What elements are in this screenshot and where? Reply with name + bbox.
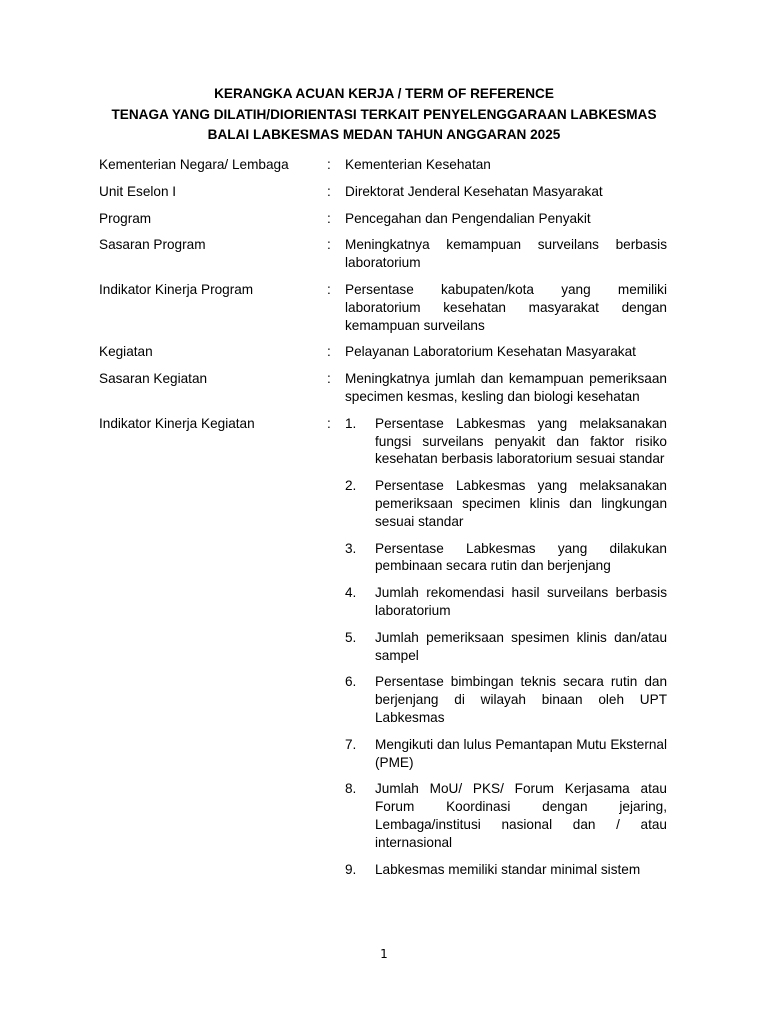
list-item: [345, 780, 667, 851]
list-item-text: Persentase Labkesmas yang melaksanakan pemeriksaan specimen klinis dan lingkungan sesuai standar: [375, 478, 667, 529]
row-label: Kegiatan: [99, 344, 153, 360]
list-item-number: 9.: [345, 861, 357, 877]
row-label: Sasaran Kegiatan: [99, 371, 208, 387]
row-value: Pelayanan Laboratorium Kesehatan Masyarakat: [345, 344, 636, 360]
row-kegiatan: [99, 343, 669, 361]
row-label: Unit Eselon I: [99, 183, 177, 199]
row-indikator-kegiatan: [99, 415, 669, 888]
list-item-number: 3.: [345, 540, 357, 556]
row-label: Indikator Kinerja Kegiatan: [99, 415, 255, 431]
row-separator: :: [327, 371, 331, 387]
document-title: [0, 84, 768, 146]
row-value: Direktorat Jenderal Kesehatan Masyarakat: [345, 183, 603, 199]
row-sasaran-program: [99, 236, 669, 272]
list-item: [345, 736, 667, 772]
list-item: [345, 584, 667, 620]
row-separator: :: [327, 237, 331, 253]
row-unit-eselon: [99, 183, 669, 201]
row-label: Sasaran Program: [99, 237, 206, 253]
list-item-number: 2.: [345, 478, 357, 494]
title-line-3: BALAI LABKESMAS MEDAN TAHUN ANGGARAN 2025: [207, 127, 561, 142]
list-item-text: Jumlah rekomendasi hasil surveilans berbasis laboratorium: [375, 585, 667, 618]
list-item: [345, 415, 667, 468]
row-value: Pencegahan dan Pengendalian Penyakit: [345, 210, 591, 226]
page-number: 1: [380, 947, 388, 961]
list-item-text: Persentase bimbingan teknis secara rutin dan berjenjang di wilayah binaan oleh UPT Labkesmas: [375, 674, 667, 725]
title-line-1: KERANGKA ACUAN KERJA / TERM OF REFERENCE: [214, 86, 554, 101]
list-item: [345, 629, 667, 665]
list-item: [345, 477, 667, 530]
row-value: Meningkatnya jumlah dan kemampuan pemeriksaan specimen kesmas, kesling dan biologi kesehatan: [345, 371, 667, 404]
list-item-text: Persentase Labkesmas yang dilakukan pembinaan secara rutin dan berjenjang: [375, 540, 667, 574]
row-indikator-program: [99, 281, 669, 334]
list-item-number: 4.: [345, 585, 357, 601]
row-sasaran-kegiatan: [99, 370, 669, 406]
row-program: [99, 210, 669, 228]
reference-table: [99, 156, 669, 896]
indikator-list: [345, 415, 667, 888]
row-separator: :: [327, 344, 331, 360]
list-item-number: 5.: [345, 629, 357, 645]
row-label: Kementerian Negara/ Lembaga: [99, 157, 289, 172]
row-kementerian: [99, 156, 669, 174]
list-item-text: Persentase Labkesmas yang melaksanakan fungsi surveilans penyakit dan faktor risiko kesehatan berbasis laboratorium sesuai standar: [375, 415, 667, 467]
list-item: [345, 540, 667, 576]
row-separator: :: [327, 157, 331, 172]
row-separator: :: [327, 281, 331, 297]
row-value: Persentase kabupaten/kota yang memiliki laboratorium kesehatan masyarakat dengan kemampuan surveilans: [345, 281, 667, 333]
list-item-number: 1.: [345, 415, 357, 431]
list-item-text: Jumlah pemeriksaan spesimen klinis dan/atau sampel: [375, 629, 667, 663]
list-item-number: 6.: [345, 674, 357, 690]
list-item-number: 8.: [345, 781, 357, 797]
row-value: Kementerian Kesehatan: [345, 157, 491, 172]
row-separator: :: [327, 210, 331, 226]
list-item-text: Mengikuti dan lulus Pemantapan Mutu Eksternal (PME): [375, 736, 667, 770]
row-value: Meningkatnya kemampuan surveilans berbasis laboratorium: [345, 237, 667, 271]
list-item-number: 7.: [345, 736, 357, 752]
list-item-text: Jumlah MoU/ PKS/ Forum Kerjasama atau Forum Koordinasi dengan jejaring, Lembaga/institusi nasional dan / atau internasional: [375, 781, 667, 850]
row-label: Program: [99, 210, 152, 226]
row-separator: :: [327, 183, 331, 199]
list-item: [345, 673, 667, 726]
row-label: Indikator Kinerja Program: [99, 281, 254, 297]
row-separator: :: [327, 415, 331, 431]
title-line-2: TENAGA YANG DILATIH/DIORIENTASI TERKAIT PENYELENGGARAAN LABKESMAS: [111, 106, 657, 122]
list-item: [345, 861, 667, 879]
list-item-text: Labkesmas memiliki standar minimal sistem: [375, 861, 641, 877]
